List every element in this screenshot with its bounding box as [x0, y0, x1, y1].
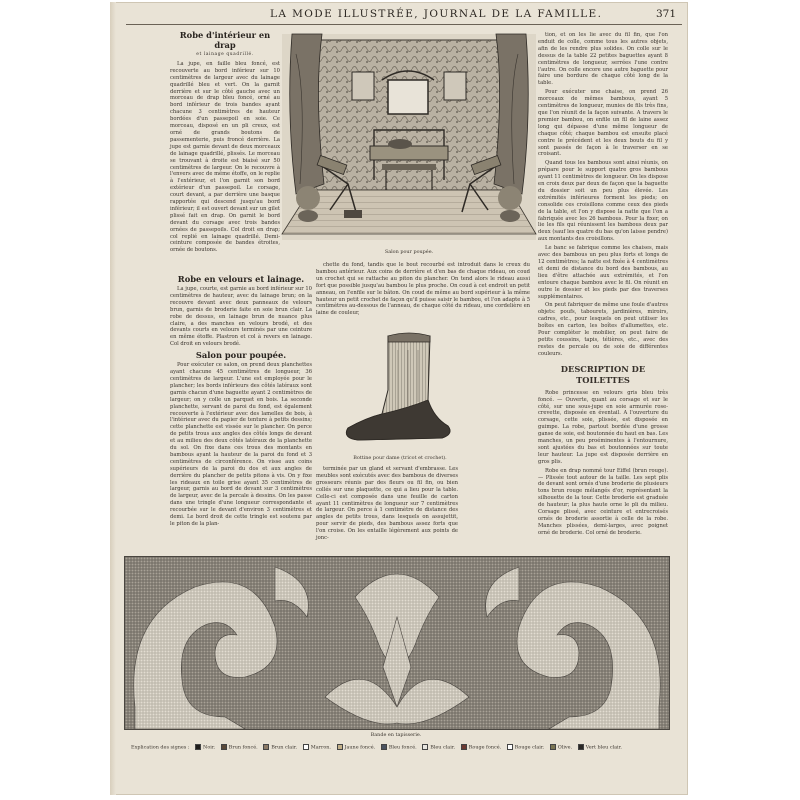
legend-swatch	[578, 744, 584, 750]
article-text: tion, et on les lie avec du fil fin, que l'on enduit de colle, comme tous les autres objets, afin de les rendre plus solides. On colle sur le dessus de la table 22 petites baguettes ayant 8 centimètres de longueur, serrées l'une contre l'autre. On colle encore une autre baguette pour faire une bordure de chaque côté long de la table.	[538, 32, 668, 87]
article-text: La jupe, courte, est garnie au bord inférieur sur 10 centimètres de hauteur, avec du lainage brun; on la recouvre devant avec deux panneaux de velours brun, garnis de broderie faite en soie brun clair. La robe de dessus, en lainage brun de nuance plus claire, a des manches en velours brodé, et des devants courts en velours terminés par une ceinture en même étoffe. Plastron et col à revers en lainage. Col droit en velours brodé.	[170, 286, 312, 348]
legend-swatch	[550, 744, 556, 750]
column-2-top	[316, 262, 530, 334]
band-caption: Bande en tapisserie.	[370, 732, 422, 738]
legend-label: Vert bleu clair.	[585, 744, 622, 751]
salon-illustration	[282, 34, 536, 240]
column-1-top	[170, 28, 280, 254]
legend-swatch	[263, 744, 269, 750]
legend-swatch	[507, 744, 513, 750]
article-subtitle: et lainage quadrillé.	[196, 52, 254, 57]
article-text: chette du fond, tandis que le bout recourbé est introduit dans le creux du bambou antérieur. Aux coins de derrière et d'en bas de chaque rideau, on coud un crochet qui se rattache au piton du plancher. On tend alors le rideau aussi fort que possible jusqu'au bambou le plus proche. On coud à cet endroit un petit anneau, on l'enfile sur le bâton. On coud de même au bord supérieur à la même hauteur un petit crochet de façon qu'il puisse saisir le bambou, et l'on adapte à 5 centimètres au-dessous de l'anneau, de chaque côté du rideau, une cordelière en laine de couleur,	[316, 262, 530, 317]
article-text: Le banc se fabrique comme les chaises, mais avec des bambous un peu plus forts et longs de 12 centimètres; la natte est fixée à 4 centimètres et demi de distance du bord des bambous, au lieu d'être attachée aux extrémités, et l'on entoure chaque bambou avec le fil. On réunit en outre le dossier et les pieds par des traverses supplémentaires.	[538, 245, 668, 300]
legend-swatch	[337, 744, 343, 750]
article-text: On peut fabriquer de même une foule d'autres objets: poufs, tabourets, jardinières, miroirs, cadres, etc., pour lesquels on peut utiliser les boîtes en carton, les boîtes d'allumettes, etc. Pour compléter le mobilier, on peut faire de petits coussins, tapis, tétières, etc., avec des restes de percale ou de soie de différentes couleurs.	[538, 302, 668, 357]
running-head: LA MODE ILLUSTRÉE, JOURNAL DE LA FAMILLE.	[270, 8, 603, 20]
tapestry-band	[124, 556, 670, 730]
legend-label: Bleu clair.	[430, 744, 456, 751]
legend-swatch	[461, 744, 467, 750]
boot-illustration	[338, 330, 458, 448]
article-text: Robe en drap nommé tour Eiffel (brun rouge). — Plissée tout autour de la taille. Les sept plis de devant sont ornés d'une broderie de plusieurs tons brun rouge mélangés d'or, représentant la silhouette de la tour. Cette broderie est graduée de hauteur; la plus haute orne le pli du milieu. Corsage plissé, avec ceinture et entrecroisés ornés de broderie assortie à celle de la robe. Manches plissées, demi-larges, avec poignet orné de broderie. Col orné de broderie.	[538, 467, 668, 536]
article-title-salon: Salon pour poupée.	[195, 350, 287, 361]
column-1-bottom	[170, 272, 312, 554]
legend-swatch	[381, 744, 387, 750]
legend-label: Rouge foncé.	[468, 744, 502, 751]
legend-label: Noir.	[203, 744, 216, 751]
article-text: Robe princesse en velours gris bleu très foncé. — Ouverte, quant au corsage et sur le côté, sur une sous-jupe en soie armurée rose-crevette, disposée en éventail. A l'ouverture du corsage, cette soie, plissée, est disposée en guimpe. La robe, partout bordée d'une grosse ganse de soie, est boutonnée du haut en bas. Les manches, un peu proéminentes à l'entournure, sont ajustées du bas et boutonnées sur toute leur hauteur. La jupe est disposée derrière en gros plis.	[538, 389, 668, 465]
column-2-bottom	[316, 466, 458, 556]
article-text: terminée par un gland et servant d'embrasse. Les meubles sont exécutés avec des bambous de diverses grosseurs réunis par des fleurs ou fil fin, ou bien collés sur une plaquette, ce qui a lieu pour la table. Celle-ci est composée dans une feuille de carton ayant 11 centimètres de longueur sur 7 centimètres de largeur. On perce à 1 centimètre de distance des angles de petits trous, dans lesquels on assujettit, pour servir de pieds, des bambous assez forts que l'on croise. On les entaille légèrement aux points de jonc-	[316, 466, 458, 542]
legend-label: Bleu foncé.	[388, 744, 417, 751]
legend-intro: Explication des signes :	[131, 744, 190, 751]
legend-swatch	[221, 744, 227, 750]
article-title-robe-interieur: Robe d'intérieur en drap	[179, 30, 271, 50]
article-text: Quand tous les bambous sont ainsi réunis, on prépare pour le support quatre gros bambous ayant 11 centimètres de longueur. On les dispose en croix deux par deux de façon que la baguette du dossier soit un peu plus élevée. Les extrémités inférieures forment les pieds; on consolide ces croisillons comme ceux des pieds de la table, et l'on y dispose la natte que l'on a fabriquée avec les 26 bambous. Pour la fixer, on lie les fils qui réunissent les bambous deux par deux (sauf les quatre du bas qu'on laisse pendre) aux montants des croisillons.	[538, 160, 668, 243]
legend-swatch	[195, 744, 201, 750]
legend-swatch	[422, 744, 428, 750]
legend-label: Jaune foncé.	[344, 744, 376, 751]
boot-caption: Bottine pour dame (tricot et crochet).	[353, 455, 447, 461]
article-title-robe-velours: Robe en velours et lainage.	[177, 274, 305, 284]
header-rule	[126, 24, 682, 25]
page-number: 371	[656, 8, 677, 20]
column-3	[538, 32, 668, 552]
article-text: Pour exécuter ce salon, on prend deux planchettes ayant chacune 45 centimètres de longueur, 36 centimètres de largeur. L'une est employée pour le plancher; les bords inférieurs des côtés latéraux sont garnis chacun d'une baguette ayant 2 centimètres de largeur; on y colle un parquet en bois. La seconde planchette, servant de paroi du fond, est également recouverte à l'extérieur avec des lamelles de bois, à l'intérieur avec du papier de tenture à petits dessins; cette planchette est vissée sur le plancher. On perce de petits trous aux angles des côtés longs de devant et au milieu des deux côtés latéraux de la planchette du sol. On fixe dans ces trous des montants en bambous ayant la hauteur de la paroi du fond et 3 centimètres de circonférence. On visse aux coins supérieurs de la paroi du dos et aux angles de derrière du plancher de petits pitons à vis. On y fixe les rideaux en toile grise ayant 35 centimètres de largeur, garnis au bord de devant sur 3 centimètres de largeur, avec de la percale à dessins. On les passe dans une tringle d'une longueur correspondante et recourbée sur le devant d'environ 3 centimètres et demi. Le bord droit de cette tringle est soutenu par le piton de la plan-	[170, 362, 312, 527]
legend-label: Rouge clair.	[514, 744, 545, 751]
legend-swatch	[303, 744, 309, 750]
legend-label: Brun clair.	[271, 744, 298, 751]
section-title-description-toilettes: DESCRIPTION DE TOILETTES	[560, 363, 646, 385]
legend	[131, 744, 691, 751]
article-text: Pour exécuter une chaise, on prend 26 morceaux de mêmes bambous, ayant 5 centimètres de longueur, munies de fils très fins, que l'on réunit de la façon suivante. A travers le premier bambou, on enfile un fil de laine assez long qui dépasse d'une même longueur de chaque côté; chaque bambou est ensuite placé contre le précédent et les deux bouts du fil y sont passés de façon à le traverser en se croisant.	[538, 89, 668, 158]
legend-label: Olive.	[557, 744, 573, 751]
article-text: La jupe, en faille bleu foncé, est recouverte au bord inférieur sur 10 centimètres de largeur avec du lainage quadrillé bleu et vert. On la garnit derrière et sur le côté gauche avec un morceau de drap bleu foncé, orné au bord inférieur de trois bandes ayant chacune 3 centimètres de hauteur bordées d'un passepoil en soie. Ce morceau, disposé en un pli creux, est orné de grands boutons de passementerie, puis froncé derrière. La jupe est garnie devant de deux morceaux de lainage quadrillé, plissés. Le morceau se trouvant à droite est biaisé sur 50 centimètres de largeur. On le recouvre à l'envers avec de même étoffe, on le replie à l'extérieur, et l'on garnit son bord extérieur d'un passepoil. Le corsage, court devant, a par derrière une basque rapportée qui descend jusqu'au bord inférieur; il est ouvert devant sur un gilet plissé fait en drap. On garnit le bord devant du corsage avec trois bandes ornées de passepoils. Col droit en drap; col replié en lainage quadrillé. Demi-ceinture composée de bandes étroites, ornée de boutons.	[170, 60, 280, 254]
legend-label: Marron.	[310, 744, 331, 751]
legend-label: Brun foncé.	[228, 744, 258, 751]
salon-caption: Salon pour poupée.	[384, 249, 434, 255]
